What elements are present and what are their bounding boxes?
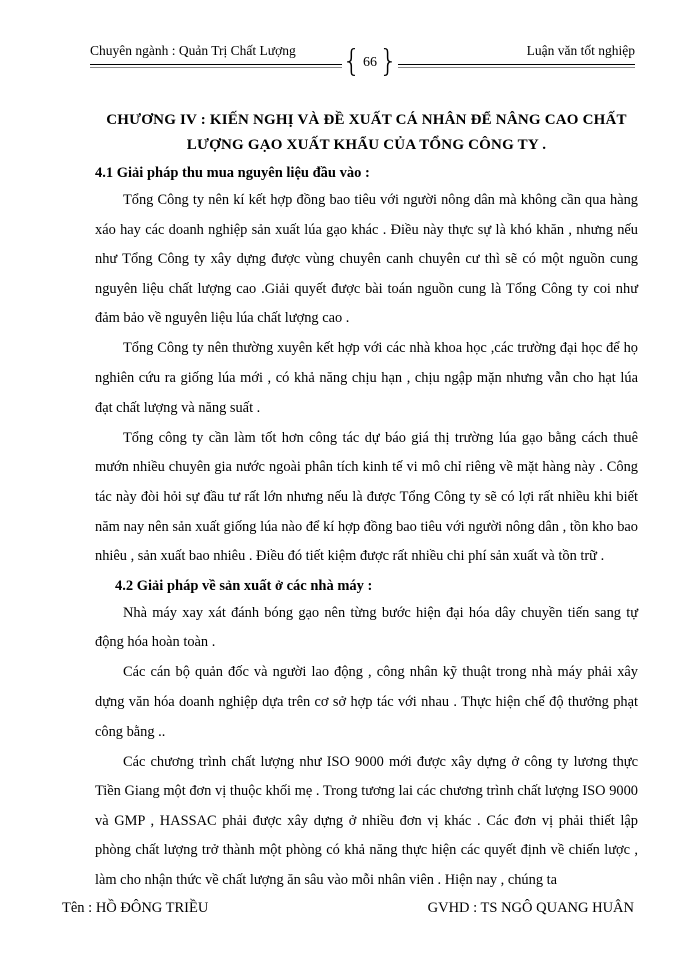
paragraph: Các chương trình chất lượng như ISO 9000 mới được xây dựng ở công ty lương thực Tiền Giang một đơn vị thuộc khối mẹ . Trong tương lai các chương trình chất lượng ISO 9000 và GMP , HASSAC phải được xây dựng ở nhiều đơn vị khác . Các đơn vị phải thiết lập phòng chất lượng trở thành một phòng có khả năng thực hiện các quyết định về chiến lược , làm cho nhận thức về chất lượng ăn sâu vào mỗi nhân viên . Hiện nay , chúng ta <box>95 753 638 889</box>
paragraph: Tổng công ty cần làm tốt hơn công tác dự báo giá thị trường lúa gạo bằng cách thuê mướn nhiều chuyên gia nước ngoài phân tích kinh tế vi mô chỉ riêng về mặt hàng này . Công tác này đòi hỏi sự đầu tư rất lớn nhưng nếu là được Tổng Công ty sẽ có lợi rất nhiều khi biết năm nay nên sản xuất giống lúa nào để kí hợp đồng bao tiêu với người nông dân , tồn kho bao nhiêu , sản xuất bao nhiêu . Điều đó tiết kiệm được rất nhiều chi phí sản xuất và tồn trữ . <box>95 429 638 565</box>
paragraph: Tổng Công ty nên kí kết hợp đồng bao tiêu với người nông dân mà không cần qua hàng xáo hay các doanh nghiệp sản xuất lúa gạo khác . Điều này thực sự là khó khăn , nhưng nếu như Tổng Công ty xây dựng được vùng chuyên canh chuyên cư thì sẽ có một nguồn cung nguyên liệu chất lượng cao .Giải quyết được bài toán nguồn cung là Tổng Công ty coi như đảm bảo về nguyên liệu lúa chất lượng cao . <box>95 192 638 327</box>
paragraph: Các cán bộ quản đốc và người lao động , công nhân kỹ thuật trong nhà máy phải xây dựng văn hóa doanh nghiệp dựa trên cơ sở hợp tác với nhau . Thực hiện chế độ thưởng phạt công bằng .. <box>95 664 638 740</box>
header-thesis-label: Luận văn tốt nghiệp <box>526 43 635 58</box>
left-brace-icon: { <box>342 44 362 79</box>
section-heading: 4.1 Giải pháp thu mua nguyên liệu đầu vào : <box>95 165 370 181</box>
paragraph: Nhà máy xay xát đánh bóng gạo nên từng bước hiện đại hóa dây chuyền tiến sang tự động hóa hoàn toàn . <box>95 604 638 651</box>
right-brace-icon: } <box>378 44 398 79</box>
chapter-title <box>95 108 638 158</box>
header-major: Chuyên ngành : Quản Trị Chất Lượng <box>90 43 296 58</box>
chapter-title-line-1: CHƯƠNG IV : KIẾN NGHỊ VÀ ĐỀ XUẤT CÁ NHÂN ĐỂ NÂNG CAO CHẤT <box>106 112 627 128</box>
footer-advisor: GVHD : TS NGÔ QUANG HUÂN <box>427 900 634 916</box>
chapter-title-line-2: LƯỢNG GẠO XUẤT KHẨU CỦA TỔNG CÔNG TY . <box>186 137 547 153</box>
footer-author: Tên : HỒ ĐÔNG TRIỀU <box>62 900 209 916</box>
paragraph: Tổng Công ty nên thường xuyên kết hợp với các nhà khoa học ,các trường đại học để họ nghiên cứu ra giống lúa mới , có khả năng chịu hạn , chịu ngập mặn nhưng vẫn cho hạt lúa đạt chất lượng và năng suất . <box>95 340 638 416</box>
page-number-badge <box>342 44 398 79</box>
section-heading: 4.2 Giải pháp về sản xuất ở các nhà máy : <box>115 577 373 594</box>
document-body <box>95 161 638 896</box>
page-number: 66 <box>363 55 377 70</box>
